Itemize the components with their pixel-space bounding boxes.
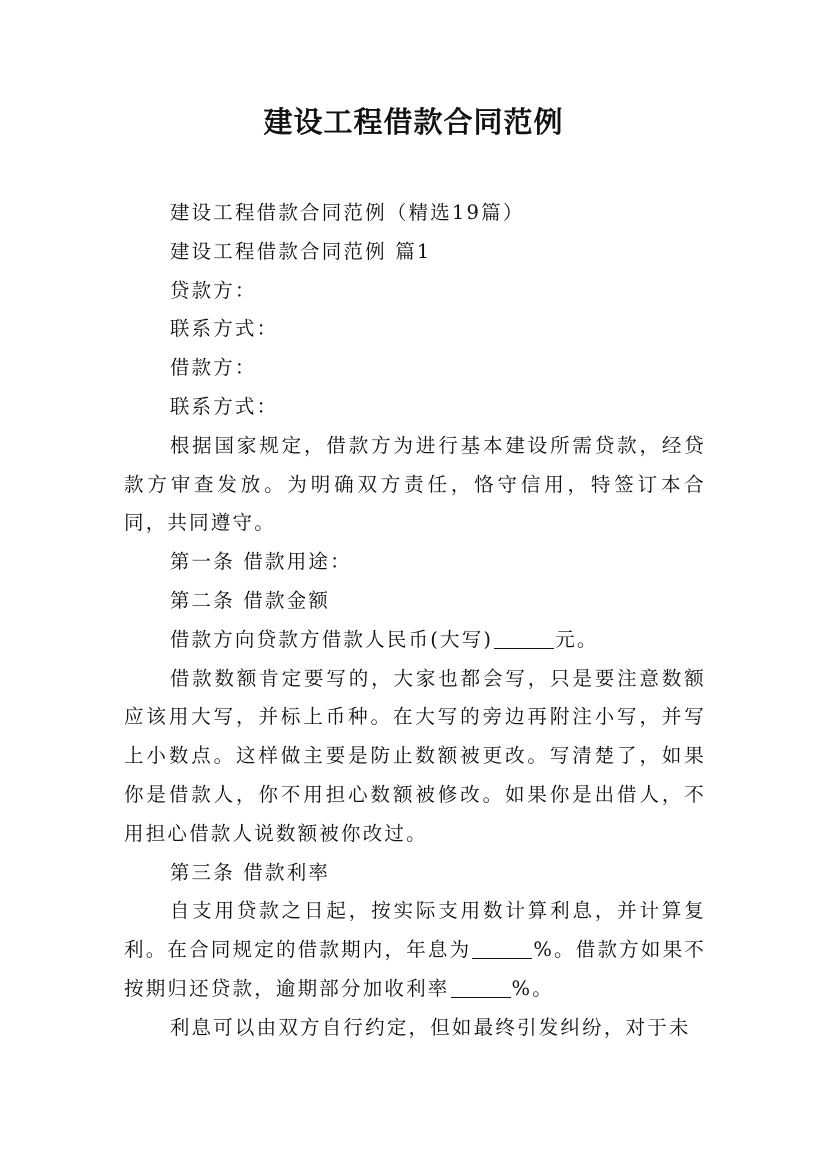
- lender-contact-label: 联系方式：: [169, 317, 279, 341]
- borrower-label: 借款方：: [169, 356, 257, 380]
- loan-amount-paragraph: [124, 621, 706, 660]
- document-title: 建设工程借款合同范例: [263, 105, 564, 139]
- annual-rate-blank: [472, 939, 532, 960]
- overdue-rate-blank: [451, 977, 511, 998]
- preamble-paragraph: 根据国家规定，借款方为进行基本建设所需贷款，经贷款方审查发放。为明确双方责任，恪守信用，特签订本合同，共同遵守。: [124, 433, 706, 535]
- rate-text-1: 自支用贷款之日起，按实际支用数计算利息，并计算复利。在合同规定的借款期内，年息为: [124, 899, 706, 962]
- document-subtitle: 建设工程借款合同范例（精选19篇）: [169, 201, 525, 224]
- borrower-contact-label: 联系方式：: [169, 394, 279, 418]
- article-1-heading: 第一条 借款用途：: [169, 550, 352, 574]
- amount-suffix: 元。: [555, 627, 599, 651]
- interest-note-paragraph: 利息可以由双方自行约定，但如最终引发纠纷，对于未: [169, 1015, 691, 1039]
- amount-note-paragraph: 借款数额肯定要写的，大家也都会写，只是要注意数额应该用大写，并标上币种。在大写的旁边再附注小写，并写上小数点。这样做主要是防止数额被更改。写清楚了，如果你是借款人，你不用担心数额被修改。如果你是出借人，不用担心借款人说数额被你改过。: [124, 666, 706, 845]
- amount-prefix: 借款方向贷款方借款人民币(大写): [169, 627, 494, 651]
- article-3-heading: 第三条 借款利率: [169, 860, 331, 884]
- interest-rate-paragraph: [124, 892, 706, 1008]
- document-body: [124, 194, 706, 1048]
- rate-text-3: %。: [511, 976, 554, 1000]
- amount-blank: [494, 628, 554, 649]
- article-2-heading: 第二条 借款金额: [169, 588, 331, 612]
- section-heading: 建设工程借款合同范例 篇1: [169, 239, 432, 263]
- rate-text-2: %。借款方如果不按期归还贷款，逾期部分加收利率: [124, 938, 706, 1000]
- lender-label: 贷款方：: [169, 278, 257, 302]
